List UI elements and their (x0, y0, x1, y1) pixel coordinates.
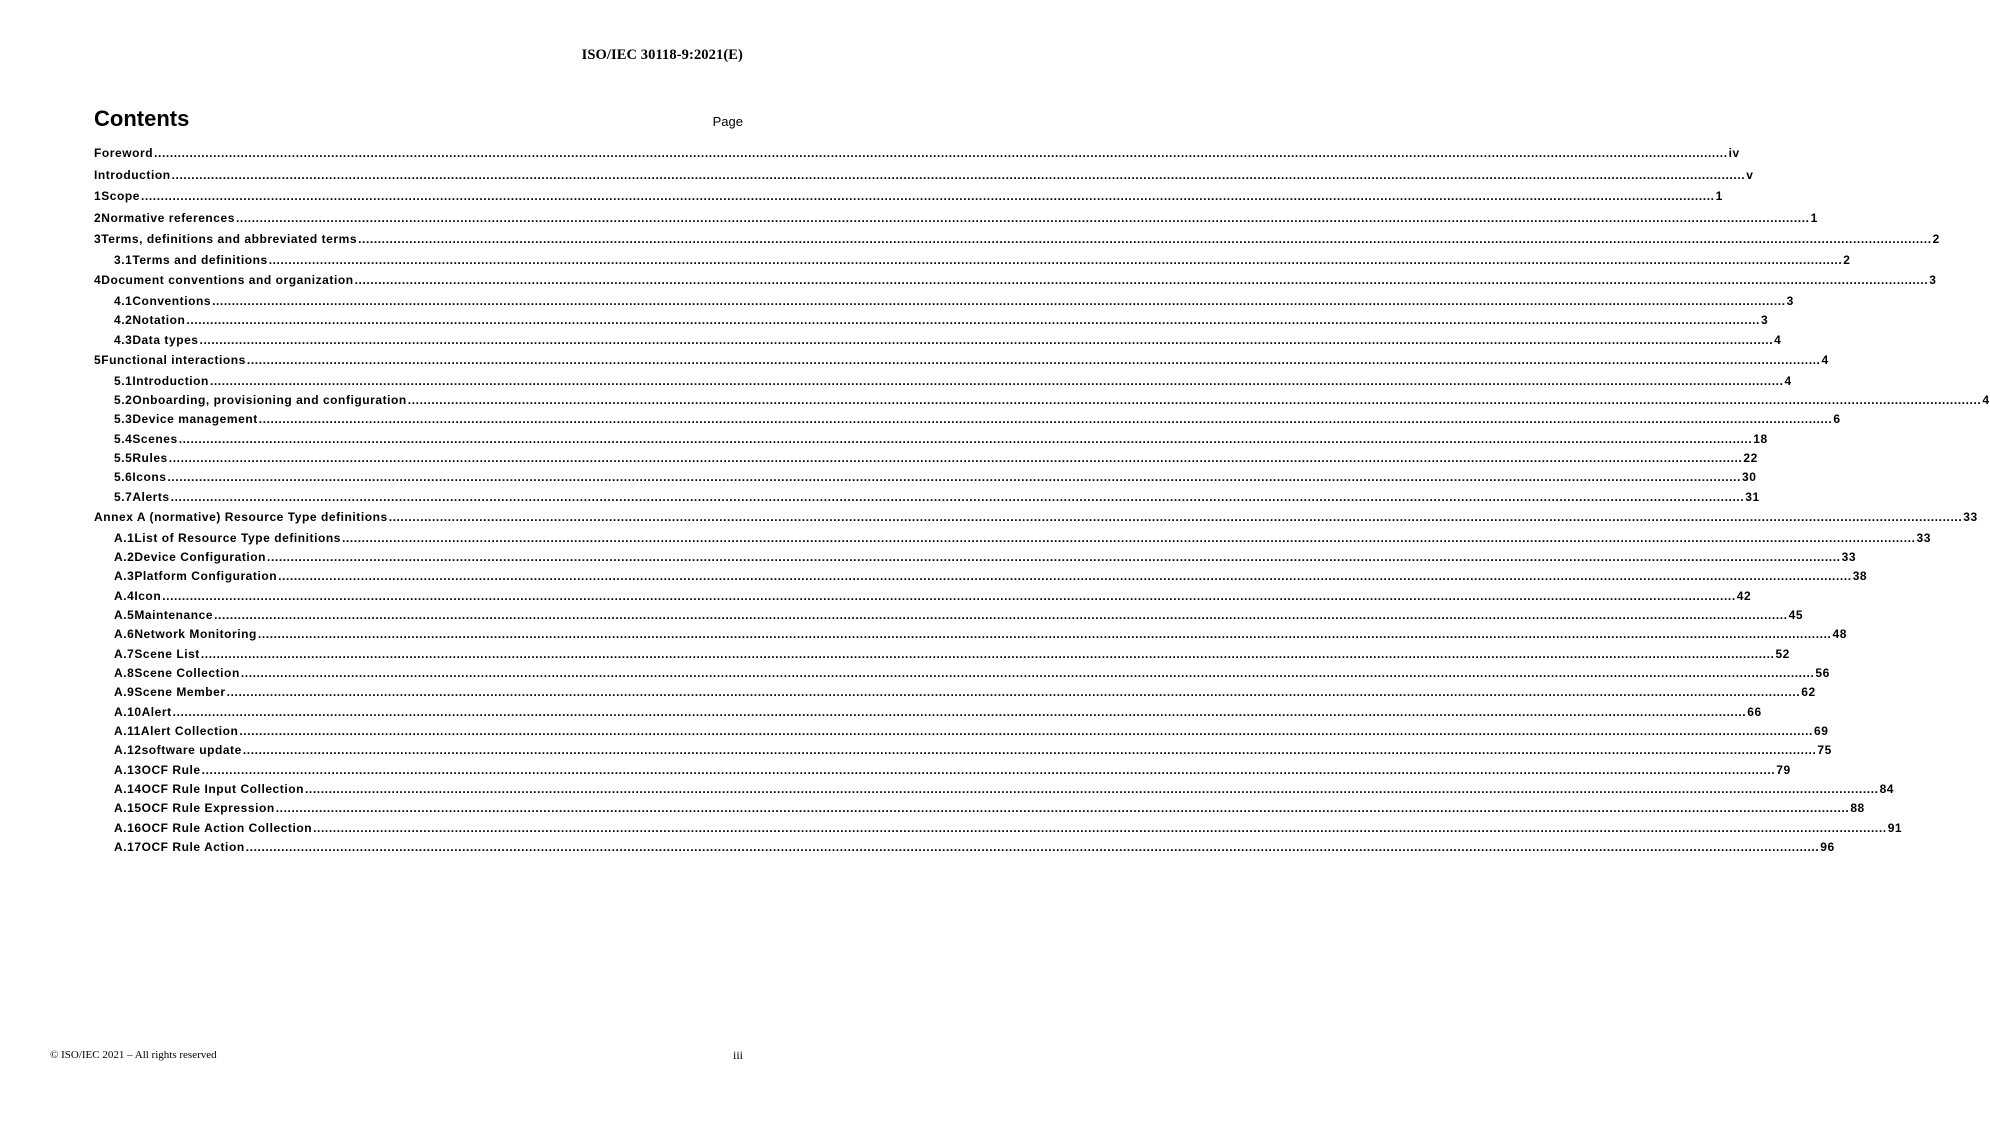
toc-entry-title: Introduction (132, 373, 209, 388)
toc-entry[interactable] (94, 761, 1791, 780)
toc-entry-page: 6 (1833, 412, 1841, 427)
toc-dot-leader: ................................................................................................................................................................................................................................................................................................................................................................................................................ (167, 470, 1742, 485)
toc-dot-leader: ................................................................................................................................................................................................................................................................................................................................................................................................................ (201, 762, 1776, 777)
toc-entry-number: A.13 (114, 762, 142, 777)
toc-entry-number: A.14 (114, 782, 142, 796)
toc-entry-number: 5.6 (114, 470, 133, 485)
toc-entry-page: 88 (1850, 801, 1865, 816)
toc-entry-number: A.9 (114, 685, 135, 700)
toc-entry-page: 48 (1832, 627, 1847, 642)
toc-entry-title: Scene Member (134, 685, 226, 700)
toc-dot-leader: ................................................................................................................................................................................................................................................................................................................................................................................................................ (407, 392, 1982, 407)
toc-entry[interactable] (94, 548, 1857, 567)
toc-dot-leader: ................................................................................................................................................................................................................................................................................................................................................................................................................ (209, 373, 1784, 388)
toc-dot-leader: ................................................................................................................................................................................................................................................................................................................................................................................................................ (214, 607, 1788, 622)
toc-dot-leader: ................................................................................................................................................................................................................................................................................................................................................................................................................ (268, 252, 1843, 267)
toc-entry[interactable] (94, 529, 1931, 548)
toc-entry-page: 96 (1820, 840, 1835, 855)
toc-entry-number: 5.7 (114, 489, 133, 504)
toc-dot-leader: ................................................................................................................................................................................................................................................................................................................................................................................................................ (171, 167, 1746, 182)
toc-entry-number: 3.1 (114, 252, 133, 267)
toc-entry-number: 4 (94, 273, 102, 288)
toc-dot-leader: ................................................................................................................................................................................................................................................................................................................................................................................................................ (212, 293, 1786, 308)
toc-entry[interactable] (94, 208, 1818, 230)
toc-dot-leader: ................................................................................................................................................................................................................................................................................................................................................................................................................ (388, 509, 1963, 524)
toc-entry-title: Scope (101, 189, 140, 204)
toc-entry-page: 52 (1775, 646, 1790, 661)
toc-entry[interactable] (94, 410, 1841, 429)
toc-entry-title: Document conventions and organization (101, 273, 354, 288)
toc-entry-title: software update (141, 743, 242, 758)
toc-entry-page: 62 (1801, 685, 1816, 700)
toc-entry[interactable] (94, 391, 1990, 410)
toc-entry[interactable] (94, 722, 1829, 741)
toc-entry-title: List of Resource Type definitions (134, 530, 341, 545)
toc-entry-number: A.10 (114, 704, 142, 719)
toc-entry-page: 31 (1745, 489, 1760, 504)
toc-entry-title: Onboarding, provisioning and configuration (132, 392, 407, 407)
toc-entry-number: A.3 (114, 569, 135, 584)
page-number: iii (732, 1048, 743, 1062)
toc-entry-page: 33 (1963, 509, 1978, 524)
toc-entry-page: 79 (1776, 762, 1791, 777)
toc-dot-leader: ................................................................................................................................................................................................................................................................................................................................................................................................................ (200, 646, 1775, 661)
toc-dot-leader: ................................................................................................................................................................................................................................................................................................................................................................................................................ (235, 210, 1810, 225)
toc-entry-page: 84 (1879, 782, 1895, 796)
toc-entry-number: A.11 (114, 723, 141, 738)
toc-dot-leader: ................................................................................................................................................................................................................................................................................................................................................................................................................ (172, 704, 1747, 719)
document-identifier: ISO/IEC 30118-9:2021(E) (581, 47, 743, 63)
toc-dot-leader: ................................................................................................................................................................................................................................................................................................................................................................................................................ (178, 431, 1753, 446)
toc-entry-page: 3 (1786, 293, 1794, 308)
contents-heading: Contents (94, 106, 190, 131)
toc-entry[interactable] (94, 350, 1829, 372)
toc-dot-leader: ................................................................................................................................................................................................................................................................................................................................................................................................................ (141, 189, 1715, 204)
toc-entry-title: OCF Rule (141, 762, 201, 777)
toc-entry-number: 2 (94, 210, 102, 225)
toc-entry-title: Functional interactions (101, 352, 246, 367)
toc-entry[interactable] (94, 703, 1762, 722)
toc-entry-title: Alerts (132, 489, 170, 504)
toc-entry-number: 3 (94, 232, 102, 247)
toc-dot-leader: ................................................................................................................................................................................................................................................................................................................................................................................................................ (240, 665, 1815, 680)
toc-entry-page: iv (1728, 146, 1740, 160)
toc-entry[interactable] (94, 143, 1740, 165)
toc-entry[interactable] (94, 819, 1903, 838)
toc-entry[interactable] (94, 625, 1847, 644)
toc-entry[interactable] (94, 664, 1830, 683)
toc-dot-leader: ................................................................................................................................................................................................................................................................................................................................................................................................................ (258, 412, 1833, 427)
toc-entry-page: 91 (1887, 820, 1903, 835)
toc-entry-title: Terms and definitions (132, 252, 268, 267)
toc-entry-title: Maintenance (134, 607, 214, 622)
toc-entry-number: A.2 (114, 549, 135, 564)
toc-entry-title: OCF Rule Action (141, 840, 245, 855)
toc-entry-page: 3 (1929, 273, 1937, 288)
toc-entry-page: 66 (1747, 704, 1762, 719)
toc-entry-number: A.5 (114, 607, 135, 622)
toc-entry-page: 56 (1815, 665, 1830, 680)
toc-entry-page: 1 (1810, 210, 1818, 225)
toc-dot-leader: ................................................................................................................................................................................................................................................................................................................................................................................................................ (358, 232, 1932, 247)
toc-entry[interactable] (94, 507, 1978, 529)
toc-entry-page: 69 (1813, 723, 1829, 738)
toc-entry-number: A.7 (114, 646, 135, 661)
toc-entry[interactable] (94, 449, 1758, 468)
toc-entry-title: Scene List (134, 646, 200, 661)
toc-entry-title: Alert Collection (140, 723, 239, 738)
toc-entry-number: A.6 (114, 627, 135, 642)
toc-entry[interactable] (94, 251, 1851, 270)
toc-entry-page: 18 (1753, 431, 1768, 446)
toc-entry-number: 5.2 (114, 392, 133, 407)
toc-entry-number: A.17 (114, 840, 142, 855)
toc-entry[interactable] (94, 488, 1760, 507)
toc-entry-title: Alert (141, 704, 172, 719)
toc-dot-leader: ................................................................................................................................................................................................................................................................................................................................................................................................................ (313, 820, 1887, 835)
toc-entry-title: Scenes (132, 431, 178, 446)
toc-entry[interactable] (94, 799, 1865, 818)
toc-entry-title: Scene Collection (134, 665, 240, 680)
toc-entry-title: Annex A (normative) Resource Type definitions (94, 509, 388, 524)
toc-dot-leader: ................................................................................................................................................................................................................................................................................................................................................................................................................ (275, 801, 1850, 816)
toc-entry-title: Icons (132, 470, 167, 485)
toc-entry-title: OCF Rule Action Collection (141, 820, 313, 835)
toc-entry-title: Terms, definitions and abbreviated terms (101, 232, 358, 247)
toc-entry-page: 4 (1784, 373, 1792, 388)
toc-entry[interactable] (94, 780, 1895, 799)
toc-dot-leader: ................................................................................................................................................................................................................................................................................................................................................................................................................ (162, 588, 1736, 603)
toc-entry-number: A.1 (114, 530, 135, 545)
copyright-notice: © ISO/IEC 2021 – All rights reserved (50, 1049, 217, 1061)
toc-dot-leader: ................................................................................................................................................................................................................................................................................................................................................................................................................ (267, 549, 1841, 564)
toc-entry[interactable] (94, 741, 1832, 760)
toc-entry[interactable] (94, 645, 1790, 664)
toc-entry[interactable] (94, 430, 1768, 449)
toc-entry-page: 42 (1736, 588, 1752, 603)
toc-entry-number: 5.1 (114, 373, 133, 388)
page-column-label: Page (712, 114, 743, 129)
toc-entry-title: OCF Rule Input Collection (141, 782, 304, 796)
toc-entry-page: 22 (1743, 450, 1758, 465)
toc-entry-title: Conventions (132, 293, 212, 308)
toc-entry-number: A.12 (114, 743, 142, 758)
toc-entry-page: 2 (1843, 252, 1851, 267)
toc-entry[interactable] (94, 372, 1792, 391)
toc-dot-leader: ................................................................................................................................................................................................................................................................................................................................................................................................................ (154, 146, 1728, 160)
toc-entry-number: A.16 (114, 820, 142, 835)
toc-entry[interactable] (94, 587, 1752, 606)
toc-dot-leader: ................................................................................................................................................................................................................................................................................................................................................................................................................ (170, 489, 1745, 504)
toc-entry-number: A.8 (114, 665, 135, 680)
toc-entry-number: 1 (94, 189, 102, 204)
toc-entry-number: 5.3 (114, 412, 133, 427)
toc-entry[interactable] (94, 270, 1937, 292)
toc-dot-leader: ................................................................................................................................................................................................................................................................................................................................................................................................................ (186, 313, 1760, 328)
toc-dot-leader: ................................................................................................................................................................................................................................................................................................................................................................................................................ (199, 332, 1774, 347)
toc-entry-page: 33 (1841, 549, 1857, 564)
toc-entry-page: v (1746, 167, 1754, 182)
toc-dot-leader: ................................................................................................................................................................................................................................................................................................................................................................................................................ (257, 627, 1832, 642)
toc-entry-title: Platform Configuration (134, 569, 278, 584)
toc-entry-title: Rules (132, 450, 168, 465)
toc-entry-page: 3 (1761, 313, 1769, 328)
toc-entry-number: 4.2 (114, 313, 133, 328)
toc-entry-title: Data types (132, 332, 199, 347)
toc-dot-leader: ................................................................................................................................................................................................................................................................................................................................................................................................................ (278, 569, 1852, 584)
toc-entry-number: 5.4 (114, 431, 133, 446)
toc-entry-page: 75 (1817, 743, 1832, 758)
toc-dot-leader: ................................................................................................................................................................................................................................................................................................................................................................................................................ (239, 723, 1813, 738)
toc-entry[interactable] (94, 683, 1816, 702)
toc-dot-leader: ................................................................................................................................................................................................................................................................................................................................................................................................................ (242, 743, 1817, 758)
toc-entry-page: 33 (1916, 530, 1931, 545)
toc-entry-number: A.4 (114, 588, 135, 603)
toc-entry-number: 5.5 (114, 450, 133, 465)
toc-entry-title: Device management (132, 412, 258, 427)
toc-entry[interactable] (94, 229, 1940, 251)
toc-entry-page: 2 (1932, 232, 1940, 247)
toc-entry-title: Network Monitoring (134, 627, 257, 642)
toc-entry-page: 4 (1774, 332, 1782, 347)
toc-entry[interactable] (94, 331, 1782, 350)
toc-entry-title: Notation (132, 313, 186, 328)
toc-entry-title: Device Configuration (134, 549, 267, 564)
toc-entry[interactable] (94, 567, 1868, 586)
toc-entry-title: Normative references (101, 210, 235, 225)
toc-entry-page: 4 (1982, 392, 1990, 407)
toc-entry[interactable] (94, 186, 1723, 208)
toc-entry-number: 4.3 (114, 332, 133, 347)
toc-entry-title: OCF Rule Expression (141, 801, 275, 816)
toc-dot-leader: ................................................................................................................................................................................................................................................................................................................................................................................................................ (226, 685, 1801, 700)
toc-dot-leader: ................................................................................................................................................................................................................................................................................................................................................................................................................ (245, 840, 1820, 855)
toc-entry-number: 5 (94, 352, 102, 367)
toc-dot-leader: ................................................................................................................................................................................................................................................................................................................................................................................................................ (304, 782, 1879, 796)
toc-entry[interactable] (94, 292, 1794, 311)
toc-entry-number: A.15 (114, 801, 142, 816)
toc-entry[interactable] (94, 311, 1769, 330)
toc-entry-page: 45 (1788, 607, 1804, 622)
toc-dot-leader: ................................................................................................................................................................................................................................................................................................................................................................................................................ (168, 450, 1743, 465)
toc-entry-title: Foreword (94, 146, 154, 160)
toc-entry[interactable] (94, 606, 1804, 625)
toc-entry-title: Icon (134, 588, 162, 603)
toc-dot-leader: ................................................................................................................................................................................................................................................................................................................................................................................................................ (354, 273, 1929, 288)
toc-entry-page: 30 (1742, 470, 1757, 485)
toc-entry[interactable] (94, 468, 1757, 487)
toc-entry[interactable] (94, 838, 1835, 857)
toc-entry-page: 1 (1715, 189, 1723, 204)
toc-entry-page: 38 (1852, 569, 1868, 584)
table-of-contents (94, 143, 1990, 857)
toc-dot-leader: ................................................................................................................................................................................................................................................................................................................................................................................................................ (341, 530, 1916, 545)
toc-entry-page: 4 (1821, 352, 1829, 367)
toc-entry[interactable] (94, 165, 1754, 187)
toc-entry-number: 4.1 (114, 293, 133, 308)
toc-entry-title: Introduction (94, 167, 171, 182)
toc-dot-leader: ................................................................................................................................................................................................................................................................................................................................................................................................................ (246, 352, 1821, 367)
